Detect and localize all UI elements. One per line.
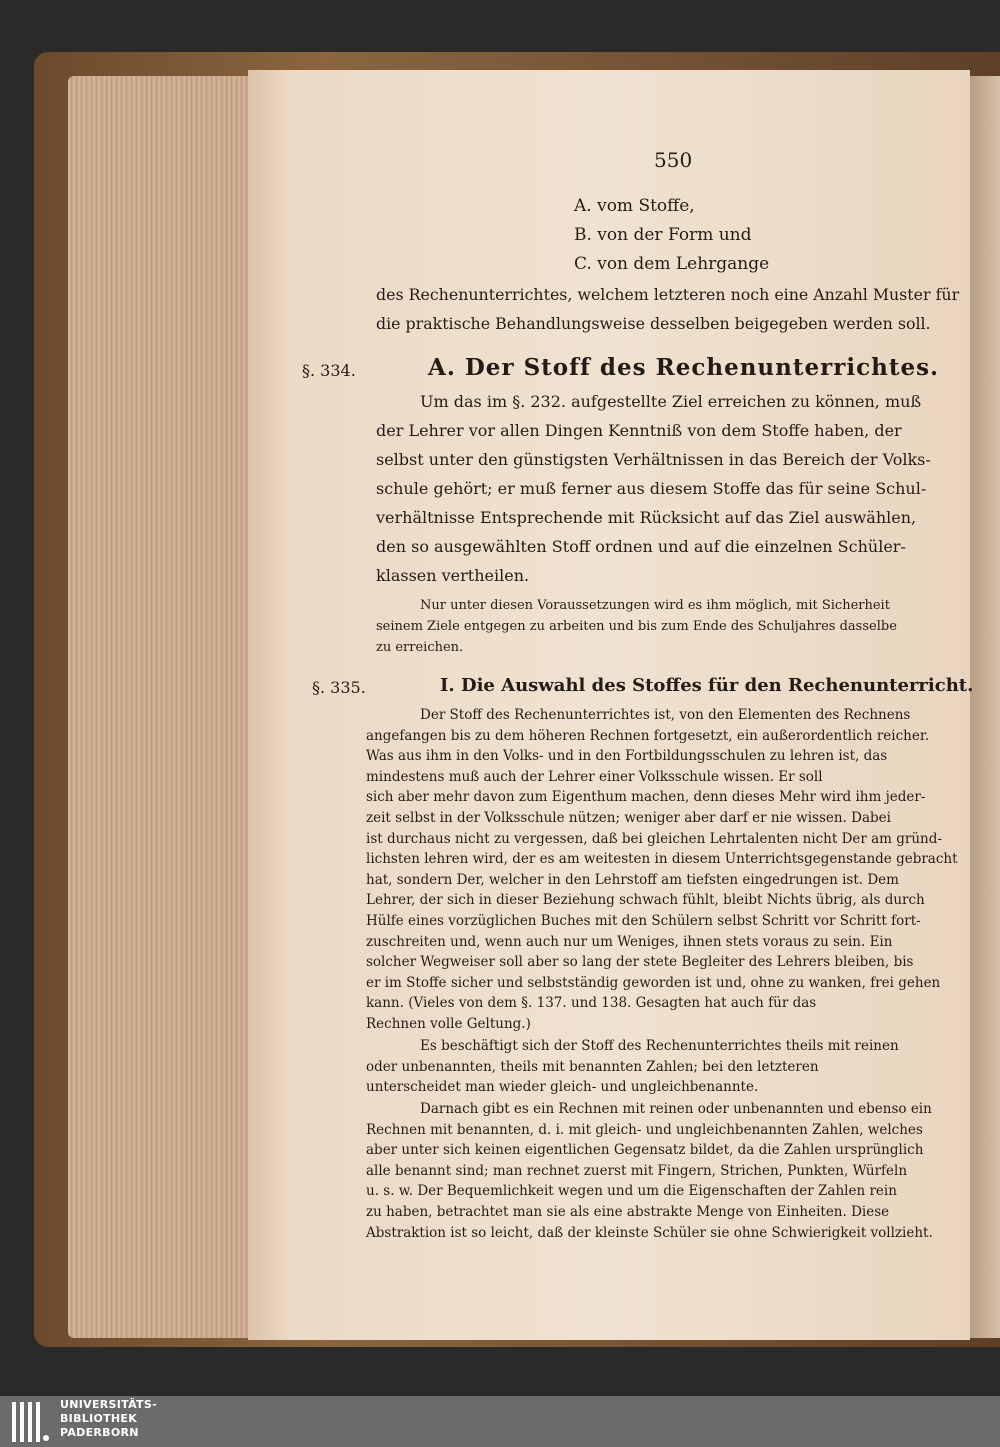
- sec335-line: zu haben, betrachtet man sie als eine abstrakte Menge von Einheiten. Diese: [366, 1204, 890, 1220]
- sec334-line: den so ausgewählten Stoff ordnen und auf die einzelnen Schüler-: [376, 537, 906, 556]
- sec335-line: zuschreiten und, wenn auch nur um Weniges, ihnen stets voraus zu sein. Ein: [366, 933, 893, 950]
- sec335-line: oder unbenannten, theils mit benannten Zahlen; bei den letzteren: [366, 1058, 819, 1075]
- sec335-line: Rechnen volle Geltung.): [366, 1016, 531, 1032]
- sec334-line: klassen vertheilen.: [376, 566, 530, 585]
- section-title-334: A. Der Stoff des Rechenunterrichtes.: [428, 354, 940, 381]
- intro-line: des Rechenunterrichtes, welchem letzteren noch eine Anzahl Muster für: [376, 285, 960, 304]
- page-edges: [68, 76, 258, 1338]
- sec335-line: Abstraktion ist so leicht, daß der kleinste Schüler sie ohne Schwierigkeit vollzieht.: [366, 1224, 933, 1241]
- section-number-334: §. 334.: [302, 361, 356, 380]
- sec334-line: Um das im §. 232. aufgestellte Ziel erreichen zu können, muß: [420, 392, 922, 411]
- sec335-line: Der Stoff des Rechenunterrichtes ist, von den Elementen des Rechnens: [420, 707, 911, 723]
- sec334-line: verhältnisse Entsprechende mit Rücksicht auf das Ziel auswählen,: [376, 508, 917, 527]
- sec335-line: alle benannt sind; man rechnet zuerst mit Fingern, Strichen, Punkten, Würfeln: [366, 1162, 908, 1179]
- library-logo-icon: [8, 1398, 52, 1446]
- sec335-line: u. s. w. Der Bequemlichkeit wegen und um die Eigenschaften der Zahlen rein: [366, 1183, 897, 1200]
- sec334-line: schule gehört; er muß ferner aus diesem Stoffe das für seine Schul-: [376, 479, 927, 498]
- sec335-line: sich aber mehr davon zum Eigenthum machen, denn dieses Mehr wird ihm jeder-: [366, 789, 926, 806]
- sec335-line: aber unter sich keinen eigentlichen Gegensatz bildet, da die Zahlen ursprünglich: [366, 1142, 924, 1159]
- sec335-line: solcher Wegweiser soll aber so lang der stete Begleiter des Lehrers bleiben, bis: [366, 954, 914, 971]
- section-title-335: I. Die Auswahl des Stoffes für den Rechenunterricht.: [440, 675, 974, 696]
- intro-item: C. von dem Lehrgange: [574, 254, 770, 274]
- sec335-line: Lehrer, der sich in dieser Beziehung schwach fühlt, bleibt Nichts übrig, als durch: [366, 892, 925, 909]
- intro-item: A. vom Stoffe,: [574, 196, 695, 216]
- sec335-line: Was aus ihm in den Volks- und in den Fortbildungsschulen zu lehren ist, das: [366, 748, 888, 765]
- sec335-line: kann. (Vieles von dem §. 137. und 138. Gesagten hat auch für das: [366, 995, 817, 1012]
- sec334-note: seinem Ziele entgegen zu arbeiten und bis zum Ende des Schuljahres dasselbe: [376, 619, 897, 634]
- sec335-line: unterscheidet man wieder gleich- und ungleichbenannte.: [366, 1079, 759, 1096]
- sec335-line: zeit selbst in der Volksschule nützen; weniger aber darf er nie wissen. Dabei: [366, 810, 891, 826]
- sec334-note: zu erreichen.: [376, 640, 464, 655]
- intro-line: die praktische Behandlungsweise desselben beigegeben werden soll.: [376, 314, 931, 333]
- library-name: UNIVERSITÄTS- BIBLIOTHEK PADERBORN: [60, 1398, 157, 1439]
- sec335-line: er im Stoffe sicher und selbstständig geworden ist und, ohne zu wanken, frei gehen: [366, 974, 941, 991]
- sec334-line: selbst unter den günstigsten Verhältnissen in das Bereich der Volks-: [376, 450, 931, 469]
- intro-item: B. von der Form und: [574, 225, 752, 245]
- sec334-note: Nur unter diesen Voraussetzungen wird es ihm möglich, mit Sicherheit: [420, 598, 890, 613]
- sec335-line: Rechnen mit benannten, d. i. mit gleich- und ungleichbenannten Zahlen, welches: [366, 1121, 923, 1138]
- sec335-line: Darnach gibt es ein Rechnen mit reinen oder unbenannten und ebenso ein: [420, 1101, 932, 1117]
- sec335-line: hat, sondern Der, welcher in den Lehrstoff am tiefsten eingedrungen ist. Dem: [366, 871, 899, 888]
- facing-page-edge: [966, 76, 1000, 1338]
- section-number-335: §. 335.: [312, 678, 366, 697]
- sec335-line: Es beschäftigt sich der Stoff des Rechenunterrichtes theils mit reinen: [420, 1038, 899, 1054]
- book-page: [248, 70, 974, 1340]
- sec335-line: ist durchaus nicht zu vergessen, daß bei gleichen Lehrtalenten nicht Der am gründ-: [366, 830, 942, 847]
- sec334-line: der Lehrer vor allen Dingen Kenntniß von dem Stoffe haben, der: [376, 421, 902, 440]
- page-number: 550: [654, 148, 693, 172]
- sec335-line: lichsten lehren wird, der es am weitesten in diesem Unterrichtsgegenstande gebracht: [366, 851, 958, 868]
- sec335-line: angefangen bis zu dem höheren Rechnen fortgesetzt, ein außerordentlich reicher.: [366, 727, 930, 744]
- sec335-line: mindestens muß auch der Lehrer einer Volksschule wissen. Er soll: [366, 768, 823, 785]
- sec335-line: Hülfe eines vorzüglichen Buches mit den Schülern selbst Schritt vor Schritt fort-: [366, 913, 921, 929]
